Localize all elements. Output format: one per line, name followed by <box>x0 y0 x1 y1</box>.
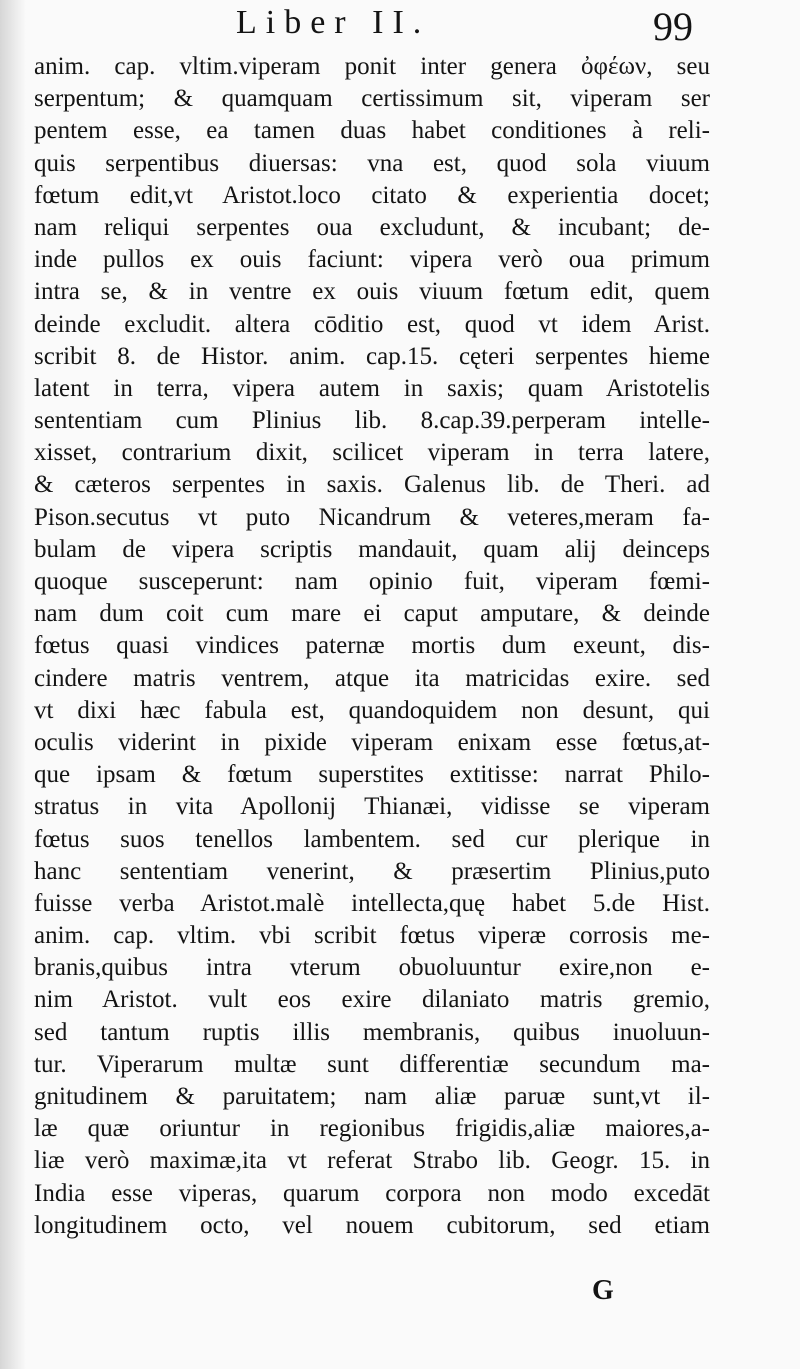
text-line: liæ verò maximæ,ita vt referat Strabo lib. Geogr. 15. in <box>34 1147 710 1175</box>
text-line: serpentum; & quamquam certissimum sit, viperam ser <box>34 85 710 113</box>
text-line: nam reliqui serpentes oua excludunt, & incubant; de- <box>34 213 710 241</box>
text-line: longitudinem octo, vel nouem cubitorum, sed etiam <box>34 1211 710 1239</box>
text-line: quoque susceperunt: nam opinio fuit, viperam fœmi- <box>34 568 710 595</box>
text-line: scribit 8. de Histor. anim. cap.15. cęteri serpentes hieme <box>34 342 710 370</box>
text-line: que ipsam & fœtum superstites extitisse: narrat Philo- <box>34 761 710 789</box>
text-line: quis serpentibus diuersas: vna est, quod sola viuum <box>34 149 710 177</box>
page-number: 99 <box>653 4 693 49</box>
text-line: tur. Viperarum multæ sunt differentiæ secundum ma- <box>34 1050 710 1078</box>
text-line: hanc sententiam venerint, & præsertim Plinius,puto <box>34 857 710 885</box>
running-head <box>0 2 800 48</box>
text-line: sed tantum ruptis illis membranis, quibus inuoluun- <box>34 1018 710 1046</box>
text-line: læ quæ oriuntur in regionibus frigidis,aliæ maiores,a- <box>34 1115 710 1143</box>
text-line: sententiam cum Plinius lib. 8.cap.39.perperam intelle- <box>34 407 710 435</box>
text-line: nim Aristot. vult eos exire dilaniato matris gremio, <box>34 986 710 1014</box>
text-line: & cæteros serpentes in saxis. Galenus lib. de Theri. ad <box>34 471 710 499</box>
text-line: intra se, & in ventre ex ouis viuum fœtum edit, quem <box>34 278 710 306</box>
text-line: anim. cap. vltim. vbi scribit fœtus viperæ corrosis me- <box>34 922 710 950</box>
text-line: stratus in vita Apollonij Thianæi, vidisse se viperam <box>34 793 710 821</box>
text-line: fœtus quasi vindices paternæ mortis dum exeunt, dis- <box>34 632 710 660</box>
text-line: pentem esse, ea tamen duas habet conditiones à reli- <box>34 117 710 145</box>
text-line: cindere matris ventrem, atque ita matricidas exire. sed <box>34 664 710 692</box>
text-line: gnitudinem & paruitatem; nam aliæ paruæ sunt,vt il- <box>34 1083 710 1110</box>
text-line: Pison.secutus vt puto Nicandrum & veteres,meram fa- <box>34 503 710 531</box>
text-line: latent in terra, vipera autem in saxis; quam Aristotelis <box>34 374 710 402</box>
text-line: India esse viperas, quarum corpora non modo excedāt <box>34 1179 710 1207</box>
text-line: nam dum coit cum mare ei caput amputare, & deinde <box>34 600 710 628</box>
text-line: fœtum edit,vt Aristot.loco citato & experientia docet; <box>34 181 710 209</box>
text-line: fœtus suos tenellos lambentem. sed cur plerique in <box>34 825 710 853</box>
gutter-shadow <box>0 0 26 1369</box>
text-line: xisset, contrarium dixit, scilicet viperam in terra latere, <box>34 439 710 467</box>
text-line: vt dixi hæc fabula est, quandoquidem non desunt, qui <box>34 696 710 724</box>
body-text <box>34 51 710 1242</box>
signature-mark: G <box>592 1275 614 1306</box>
text-line: anim. cap. vltim.viperam ponit inter genera ὀφέων, seu <box>34 53 710 80</box>
text-line: branis,quibus intra vterum obuoluuntur exire,non e- <box>34 954 710 982</box>
text-line: inde pullos ex ouis faciunt: vipera verò oua primum <box>34 246 710 274</box>
text-line: deinde excludit. altera cōditio est, quod vt idem Arist. <box>34 310 710 338</box>
text-line: fuisse verba Aristot.malè intellecta,quę habet 5.de Hist. <box>34 889 710 917</box>
running-title: Liber II. <box>236 4 431 41</box>
text-line: oculis viderint in pixide viperam enixam esse fœtus,at- <box>34 728 710 756</box>
text-line: bulam de vipera scriptis mandauit, quam alij deinceps <box>34 535 710 563</box>
